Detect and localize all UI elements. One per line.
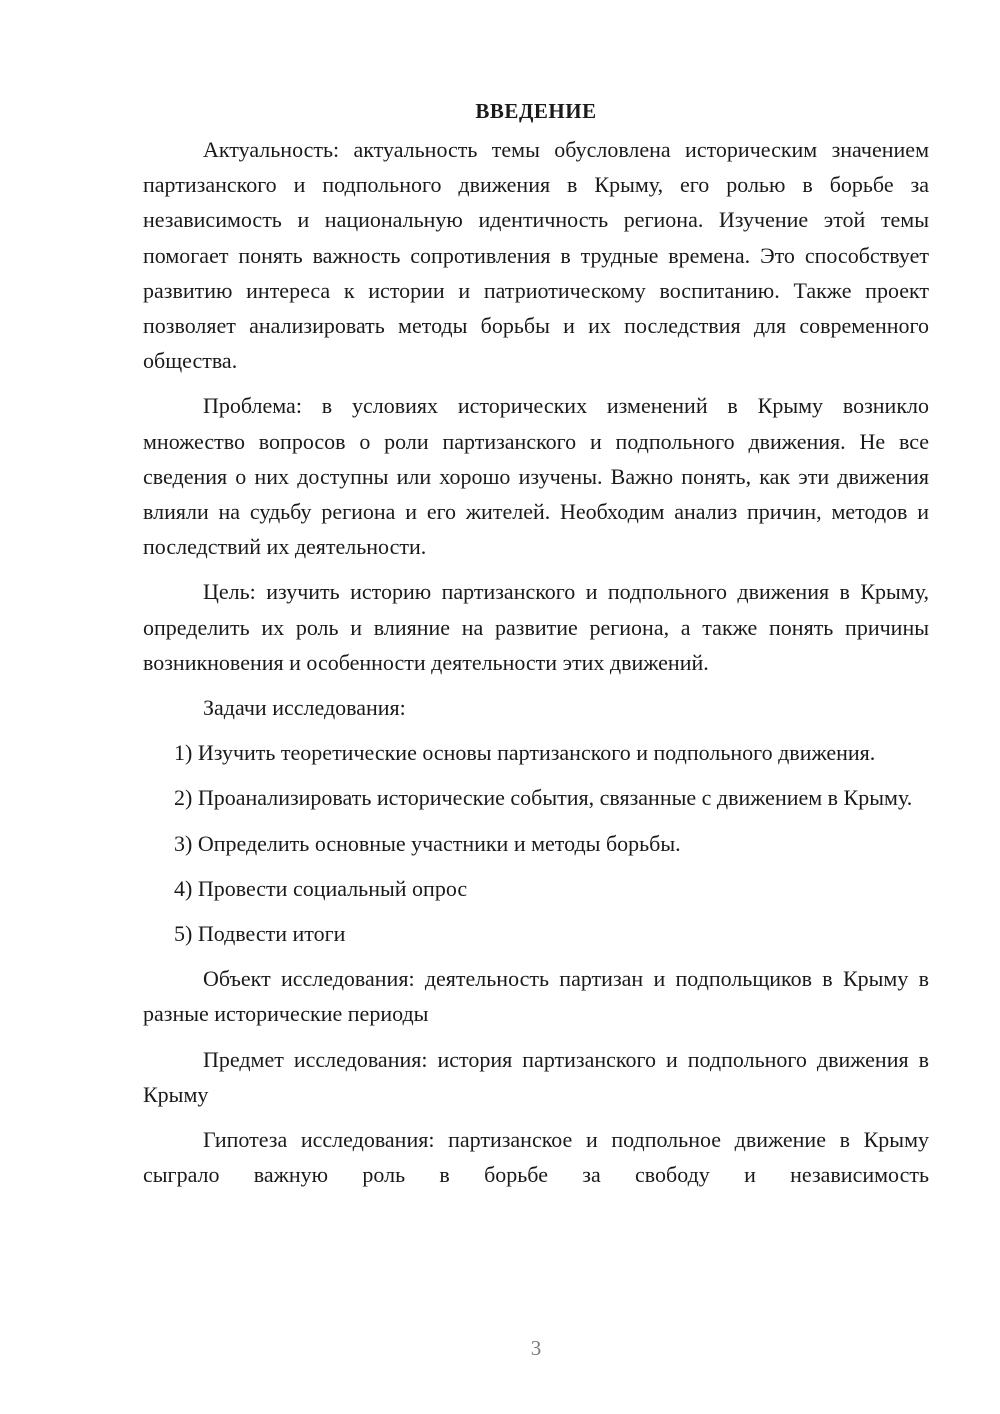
relevance-paragraph: Актуальность: актуальность темы обусловлена историческим значением партизанского и подпольного движения в Крыму, его ролью в борьбе за независимость и национальную идентичность региона. Изучение этой темы помогает понять важность сопротивления в трудные времена. Это способствует развитию интереса к истории и патриотическому воспитанию. Также проект позволяет анализировать методы борьбы и их последствия для современного общества. [143,137,929,374]
task-item-5: 5) Подвести итоги [174,921,346,947]
object-paragraph: Объект исследования: деятельность партизан и подпольщиков в Крыму в разные исторические периоды [143,966,929,1027]
subject-paragraph: Предмет исследования: история партизанского и подпольного движения в Крыму [143,1046,929,1107]
tasks-heading: Задачи исследования: [203,695,406,721]
task-item-3: 3) Определить основные участники и методы борьбы. [174,830,681,856]
page-content [143,96,929,1202]
task-item-4: 4) Провести социальный опрос [174,875,468,901]
problem-paragraph: Проблема: в условиях исторических изменений в Крыму возникло множество вопросов о роли партизанского и подпольного движения. Не все сведения о них доступны или хорошо изучены. Важно понять, как эти движения влияли на судьбу региона и его жителей. Необходим анализ причин, методов и последствий их деятельности. [143,393,929,560]
task-item-2: 2) Проанализировать исторические события, связанные с движением в Крыму. [174,785,913,811]
hypothesis-paragraph: Гипотеза исследования: партизанское и подпольное движение в Крыму сыграло важную роль в борьбе за свободу и независимость [143,1127,929,1188]
goal-paragraph: Цель: изучить историю партизанского и подпольного движения в Крыму, определить их роль и влияние на развитие региона, а также понять причины возникновения и особенности деятельности этих движений. [143,579,929,675]
page-number: 3 [530,1336,542,1360]
section-title: ВВЕДЕНИЕ [475,99,597,123]
task-item-1: 1) Изучить теоретические основы партизанского и подпольного движения. [174,740,876,766]
